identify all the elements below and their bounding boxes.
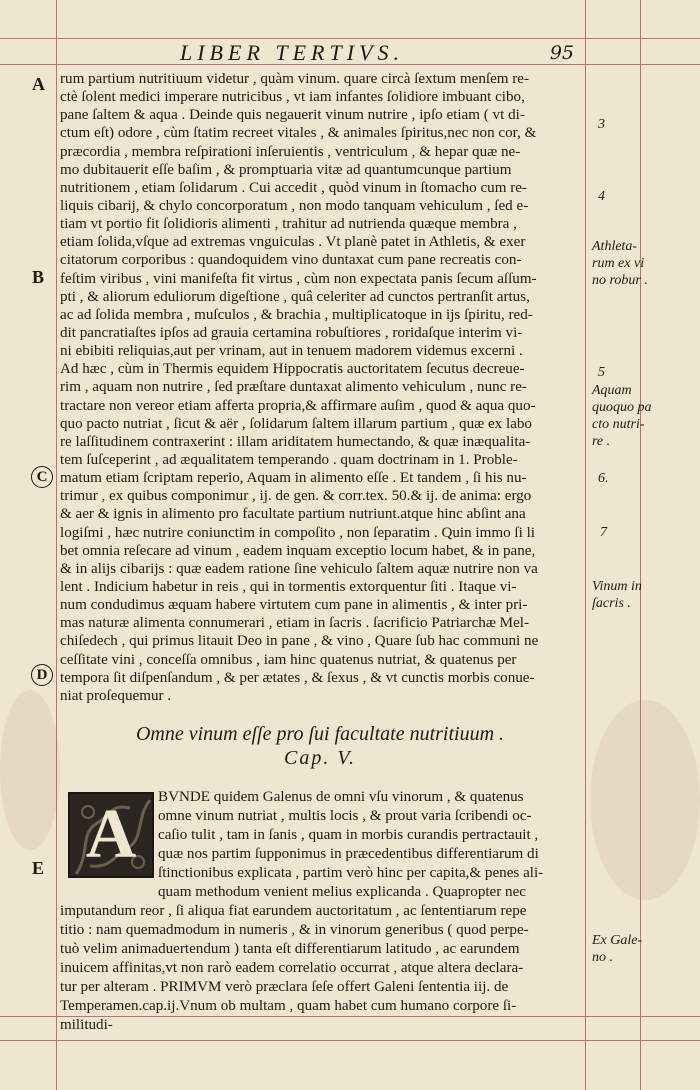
- ruling-line: [640, 0, 641, 1090]
- margin-note: Vinum in ſacris .: [592, 579, 642, 611]
- text-line: num condudimus æquam habere virtutem cum pane in alimentis , & inter pri-: [60, 597, 528, 614]
- chapter-text-line: quam methodum venient melius explicanda . Quapropter nec: [158, 884, 527, 900]
- text-line: nutritionem , etiam ſolidarum . Cui accedit , quòd vinum in ſtomacho cum re-: [60, 179, 527, 196]
- text-line: ctum eſt) odore , cùm ſtatim recreet vitales , & animales ſpiritus,nec non cor, &: [60, 125, 537, 142]
- text-line: pti , & aliorum eduliorum digeſtione , quâ celeriter ad cunctos pertranſit artus,: [60, 288, 530, 305]
- chapter-text-line: Temperamen.cap.ij.Vnum ob multam , quam habet cum humano corpore ſi-: [60, 998, 517, 1014]
- text-line: re laſſitudinem contraxerint : illam ariditatem humectando, & quæ inæqualita-: [60, 433, 531, 450]
- text-line: quo pacto nutriat , ſicut & aër , ſolidarum ſaltem illarum partium , quæ ex labo: [60, 415, 532, 432]
- margin-note: 3: [598, 117, 605, 132]
- text-line: niat proſequemur .: [60, 687, 172, 704]
- text-line: tem ſuſceperint , ad æqualitatem temperando . quam doctrinam in 1. Proble-: [60, 451, 518, 468]
- margin-note: Athleta- rum ex vi no robur .: [592, 239, 648, 288]
- ruling-line: [0, 1040, 700, 1041]
- text-line: bet omnia reſecare ad vinum , eadem inquam exceptio locum habet, & in pane,: [60, 542, 536, 559]
- text-line: & aer & ignis in alimento pro facultate partium nutriunt.atque hinc abſint ana: [60, 506, 526, 523]
- running-title: LIBER TERTIVS.: [180, 40, 404, 65]
- section-letter-d: D: [31, 664, 53, 686]
- margin-note: Aquam quoquo pa cto nutri- re .: [592, 383, 652, 449]
- text-line: pane ſaltem & aqua . Deinde quis negauerit vinum nutrire , ipſo etiam ( vt di-: [60, 107, 525, 124]
- chapter-text-line: quæ nos partim ſupponimus in præcedentibus differentiarum di: [158, 846, 539, 862]
- chapter-text-line: omne vinum nutriat , multis locis , & prout varia ſcribendi oc-: [158, 808, 532, 824]
- margin-note: 5: [598, 365, 605, 380]
- text-line: ni ebibiti reliquias,aut per vrinam, aut in tenuem madorem videmus excerni .: [60, 343, 523, 360]
- chapter-title: Omne vinum eſſe pro ſui facultate nutritiuum .: [135, 723, 505, 745]
- page-number: 95: [549, 42, 574, 64]
- body-text: [60, 70, 580, 705]
- text-line: etiam ſolida,vſque ad extremas vnguiculas . Vt planè patet in Athletis, & exer: [60, 234, 526, 251]
- chapter-number: Cap. V.: [284, 747, 356, 769]
- text-line: dit pancratiaſtes ipſos ad grauia certamina robuſtiores , roridaſque interim vi-: [60, 324, 523, 341]
- text-line: ac ad ſolida membra , muſculos , & brachia , multiplicatoque in ijs ſpiritu, red-: [60, 306, 533, 323]
- chapter-text-line: BVNDE quidem Galenus de omni vſu vinorum , & quatenus: [158, 789, 524, 805]
- margin-note: Ex Gale- no .: [592, 933, 643, 965]
- text-line: matum etiam ſcriptam reperio, Aquam in alimento eſſe . Et tandem , ſi his nu-: [60, 470, 527, 487]
- text-line: ctè ſolent medici imperare nutricibus , vt iam infantes ſolidiore imbuant cibo,: [60, 89, 525, 106]
- text-line: chiſedech , qui primus litauit Deo in pane , & vino , Quare ſub hac communi ne: [60, 633, 539, 650]
- margin-note: 4: [598, 189, 605, 204]
- ruling-line: [0, 38, 700, 39]
- chapter-text-line: militudi-: [60, 1017, 113, 1033]
- text-line: rim , aquam non nutrire , ſed præſtare duntaxat alimento vehiculum , nunc re-: [60, 379, 527, 396]
- text-line: logiſmi , hæc nutrire coniunctim in compoſito , non ſeparatim . Quin immo ſi li: [60, 524, 535, 541]
- text-line: liquis cibarij, & chylo concorporatum , non modo tanquam vehiculum , ſed e-: [60, 197, 529, 214]
- text-line: lent . Indicium habetur in reis , qui in tormentis extorquentur ſiti . Itaque vi-: [60, 578, 517, 595]
- paper-stain: [590, 700, 700, 900]
- chapter-text: [60, 788, 584, 1035]
- chapter-text-line: tur per alteram . PRIMVM verò præclara ſeſe offert Galeni ſententia iij. de: [60, 979, 509, 995]
- text-line: citatorum corporibus : quandoquidem vino duntaxat cum pane recreatis con-: [60, 252, 522, 269]
- chapter-text-line: caſio tulit , tam in ſanis , quam in morbis curandis pertractauit ,: [158, 827, 539, 843]
- text-line: mas naturæ alimenta connumerari , etiam in ſacris . ſacrificio Patriarchæ Mel-: [60, 615, 529, 632]
- section-letter-e: E: [32, 858, 45, 878]
- ruling-line: [56, 0, 57, 1090]
- margin-note: 7: [600, 525, 607, 540]
- chapter-text-line: inuicem affinitas,vt non rarò eadem correlatio occurrat , atque altera declara-: [60, 960, 524, 976]
- text-line: Ad hæc , cùm in Thermis equidem Hippocratis auctoritatem ſecutus decreue-: [60, 361, 525, 378]
- text-line: tiam vt portio fit ſolidioris alimenti , trahitur ad nutrienda quæque membra ,: [60, 216, 517, 233]
- text-line: tempora ſit diſpenſandum , & per ætates , & ſexus , & vt cunctis morbis conue-: [60, 669, 535, 686]
- chapter-text-line: imputandum reor , ſi aliqua fiat earundem auctoritatum , ac ſententiarum repe: [60, 903, 527, 919]
- text-line: & in alijs cibarijs : quæ eadem ratione ſine vehiculo ſaltem aquæ nutrire non va: [60, 560, 538, 577]
- initial-letter: A: [85, 796, 137, 873]
- text-line: mo dubitauerit eſſe baſim , & promptuaria vitæ ad quantumcunque partium: [60, 161, 512, 178]
- text-line: trimur , ex quibus componimur , ij. de gen. & corr.tex. 50.& ij. de anima: ergo: [60, 488, 532, 505]
- text-line: præcordia , membra reſpirationi inſeruientis , ventriculum , & hepar quæ ne-: [60, 143, 521, 160]
- chapter-text-line: tuò velim animaduertendum ) tanta eſt differentiarum latitudo , ac earundem: [60, 941, 520, 957]
- ruling-line: [585, 0, 586, 1090]
- section-letter-b: B: [32, 267, 45, 287]
- page-header: [60, 40, 580, 70]
- margin-note: 6.: [598, 471, 609, 486]
- section-letter-c: C: [31, 466, 53, 488]
- text-line: tractare non vereor etiam afferta propria,& affirmare auſim , quod & aqua quo-: [60, 397, 536, 414]
- text-line: rum partium nutritiuum videtur , quàm vinum. quare circà ſextum menſem re-: [60, 71, 530, 87]
- text-line: ceſſitate vini , conceſſa omnibus , iam hinc quatenus nutriat, & quatenus per: [60, 651, 517, 668]
- paper-stain: [0, 690, 60, 850]
- text-line: feſtim viribus , vini manifeſta fit virtus , cùm non expectata panis ſecum aſſum-: [60, 270, 537, 287]
- chapter-text-line: titio : nam quemadmodum in numeris , & in vinorum generibus ( quod perpe-: [60, 922, 529, 938]
- chapter-text-line: ſtinctionibus explicata , partim verò hinc per capita,& penes ali-: [158, 865, 544, 881]
- section-letter-a: A: [32, 74, 45, 94]
